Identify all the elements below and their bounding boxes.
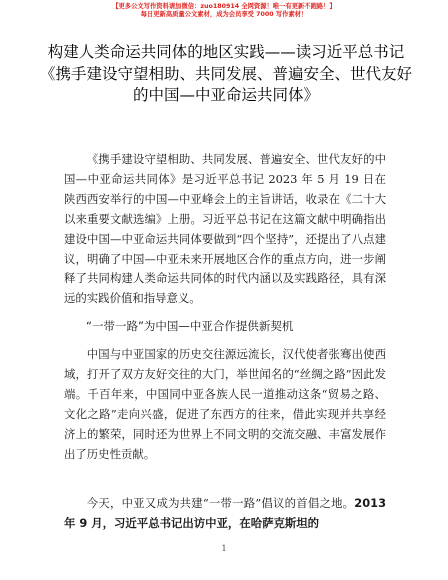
body-paragraph-3 — [64, 494, 386, 534]
page-number: 1 — [221, 544, 227, 553]
promo-banner-line-2: 每日更新高质量公文素材，成为会员享受 7000 写作素材！ — [140, 11, 308, 18]
section-heading: “一带一路”为中国—中亚合作提供新契机 — [86, 319, 294, 333]
intro-paragraph: 《携手建设守望相助、共同发展、普遍安全、世代友好的中国—中亚命运共同体》是习近平总书记 2023 年 5 月 19 日在陕西西安举行的中国—中亚峰会上的主旨讲话，收录在《二十大以来重要文献选编》上册。习近平总书记在这篇文献中明确指出建设中国—中亚命运共同体要做到“四个坚持”，还提出了八点建议，明确了中国—中亚未来开展地区合作的重点方向，进一步阐释了共同构建人类命运共同体的时代内涵以及实践路径，具有深远的实践价值和指导意义。 — [64, 152, 386, 306]
paragraph-3-bold-text: 2013 年 9 月，习近平总书记出访中亚，在哈萨克斯坦的 — [64, 496, 386, 530]
promo-banner — [0, 3, 448, 19]
body-paragraph-2: 中国与中亚国家的历史交往源远流长，汉代使者张骞出使西域，打开了双方友好交往的大门，举世闻名的“丝绸之路”因此发端。千百年来，中国同中亚各族人民一道推动这条“贸易之路、文化之路”走向兴盛，促进了东西方的往来，借此实现并共享经济上的繁荣，同时还为世界上不同文明的交流交融、丰富发展作出了历史性贡献。 — [64, 347, 386, 461]
document-title: 构建人类命运共同体的地区实践——读习近平总书记《携手建设守望相助、共同发展、普遍安全、世代友好的中国—中亚命运共同体》 — [39, 43, 412, 104]
promo-banner-line-1: 【更多公文写作资料请加微信：zuo180914 全网资源！唯一有更新不跑路！】 — [112, 3, 336, 10]
paragraph-3-text: 今天，中亚又成为共建“一带一路”倡议的首倡之地。 — [86, 496, 355, 510]
